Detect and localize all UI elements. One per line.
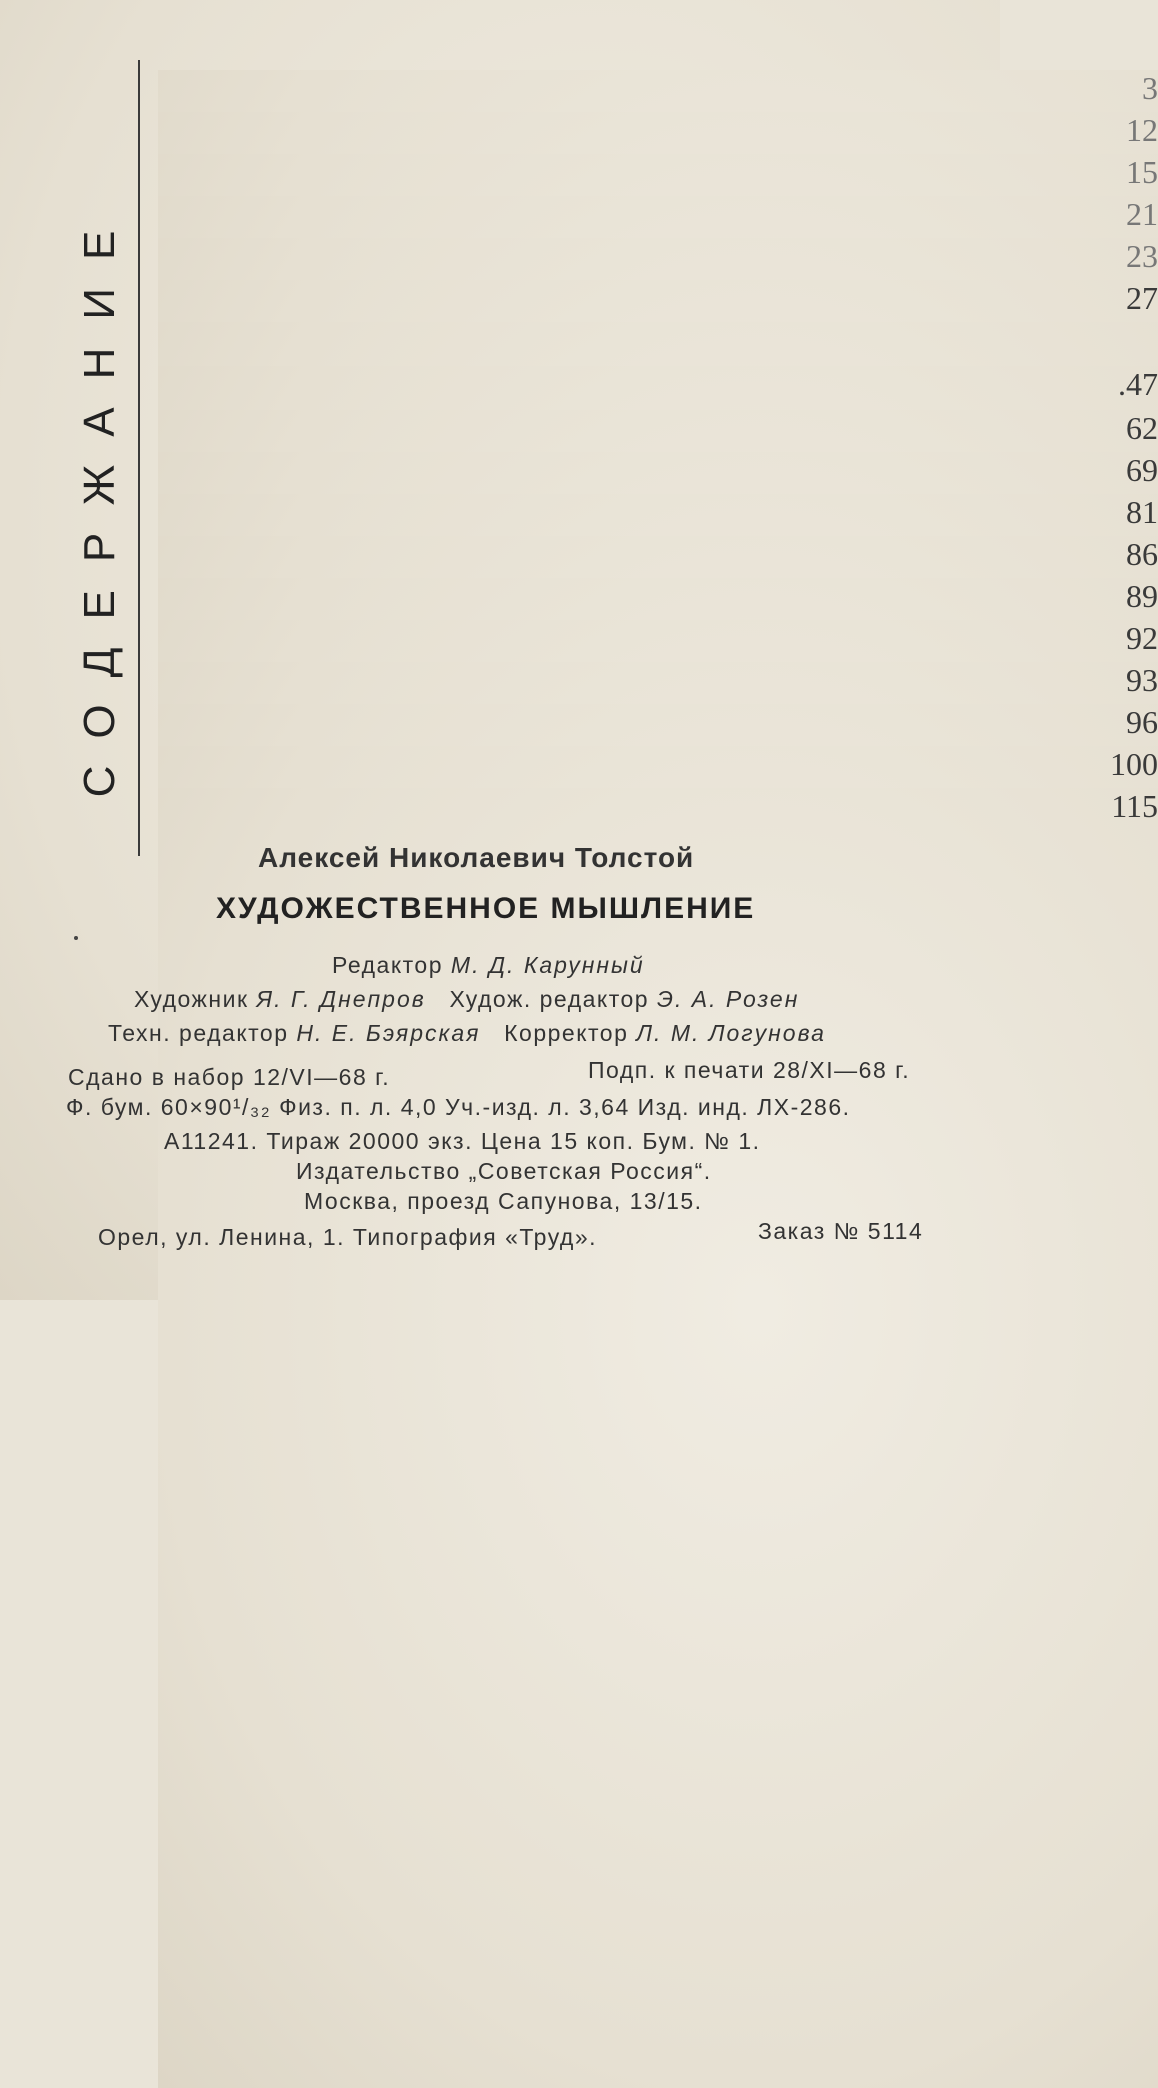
vertical-rule [138, 60, 140, 856]
toc-entry-page: 62 [158, 410, 1158, 1710]
imprint-typeset: Сдано в набор 12/VI—68 г. [68, 1064, 391, 1090]
margin-mark [74, 936, 78, 940]
toc-entry [158, 574, 1158, 616]
toc-entry [158, 192, 1158, 234]
tech-editor-name: Н. Е. Бэярская [296, 1020, 481, 1046]
artist-name: Я. Г. Днепров [256, 986, 426, 1012]
toc-entry-page: 81 [158, 494, 1158, 1794]
tech-editor-label: Техн. редактор [108, 1020, 289, 1046]
toc-entry [158, 742, 1158, 784]
toc-entry-continuation [158, 362, 1158, 406]
toc-entry [158, 658, 1158, 700]
imprint-printer: Орел, ул. Ленина, 1. Типография «Труд». [98, 1224, 598, 1250]
toc-entry [158, 234, 1158, 276]
table-of-contents [158, 66, 1158, 826]
toc-entry [158, 700, 1158, 742]
imprint-print-run: А11241. Тираж 20000 экз. Цена 15 коп. Бум. № 1. [164, 1128, 761, 1154]
toc-entry [158, 490, 1158, 532]
toc-entry-page: 69 [158, 452, 1158, 1752]
toc-entry [158, 406, 1158, 448]
toc-entry [158, 616, 1158, 658]
toc-entry [158, 276, 1158, 318]
toc-entry-page: 86 [158, 536, 1158, 1836]
corrector-label: Корректор [504, 1020, 629, 1046]
corrector-name: Л. М. Логунова [636, 1020, 826, 1046]
artist-label: Художник [134, 986, 249, 1012]
toc-entry-page: 27 [158, 280, 1158, 1580]
toc-entry-page: 21 [158, 196, 1158, 1496]
toc-entry-page: 12 [158, 112, 1158, 1412]
toc-entry [158, 532, 1158, 574]
toc-entry [158, 108, 1158, 150]
toc-entry-page: 23 [158, 238, 1158, 1538]
imprint-publisher: Издательство „Советская Россия“. [296, 1158, 712, 1184]
imprint-order: Заказ № 5114 [758, 1218, 924, 1244]
editor-credit [332, 952, 645, 979]
toc-entry-page: 92 [158, 620, 1158, 1920]
toc-entry [158, 66, 1158, 108]
toc-entry [158, 448, 1158, 490]
imprint-format: Ф. бум. 60×90¹/₃₂ Физ. п. л. 4,0 Уч.-изд. л. 3,64 Изд. инд. ЛХ-286. [66, 1094, 851, 1120]
toc-entry-page: 93 [158, 662, 1158, 1962]
artist-credit [134, 986, 799, 1013]
author-name: Алексей Николаевич Толстой [258, 842, 695, 873]
toc-entry-page: 115 [158, 788, 1158, 2088]
toc-entry-page: .47 [158, 366, 1158, 1666]
toc-entry [158, 318, 948, 362]
toc-entry-page: 3 [158, 70, 1158, 1370]
toc-entry-page: 100 [158, 746, 1158, 2046]
toc-entry-page: 96 [158, 704, 1158, 2004]
imprint-signed: Подп. к печати 28/XI—68 г. [588, 1057, 911, 1083]
art-editor-name: Э. А. Розен [657, 986, 800, 1012]
editor-name: М. Д. Карунный [450, 952, 645, 978]
tech-credit [108, 1020, 826, 1047]
imprint-address: Москва, проезд Сапунова, 13/15. [304, 1188, 703, 1214]
book-title: ХУДОЖЕСТВЕННОЕ МЫШЛЕНИЕ [216, 892, 756, 925]
editor-label: Редактор [332, 952, 444, 978]
toc-entry-page: 89 [158, 578, 1158, 1878]
vertical-title: СОДЕРЖАНИЕ [75, 202, 124, 798]
art-editor-label: Худож. редактор [449, 986, 650, 1012]
toc-entry [158, 150, 1158, 192]
toc-entry-page: 15 [158, 154, 1158, 1454]
toc-entry [158, 784, 1158, 826]
vertical-title-block [60, 60, 150, 860]
